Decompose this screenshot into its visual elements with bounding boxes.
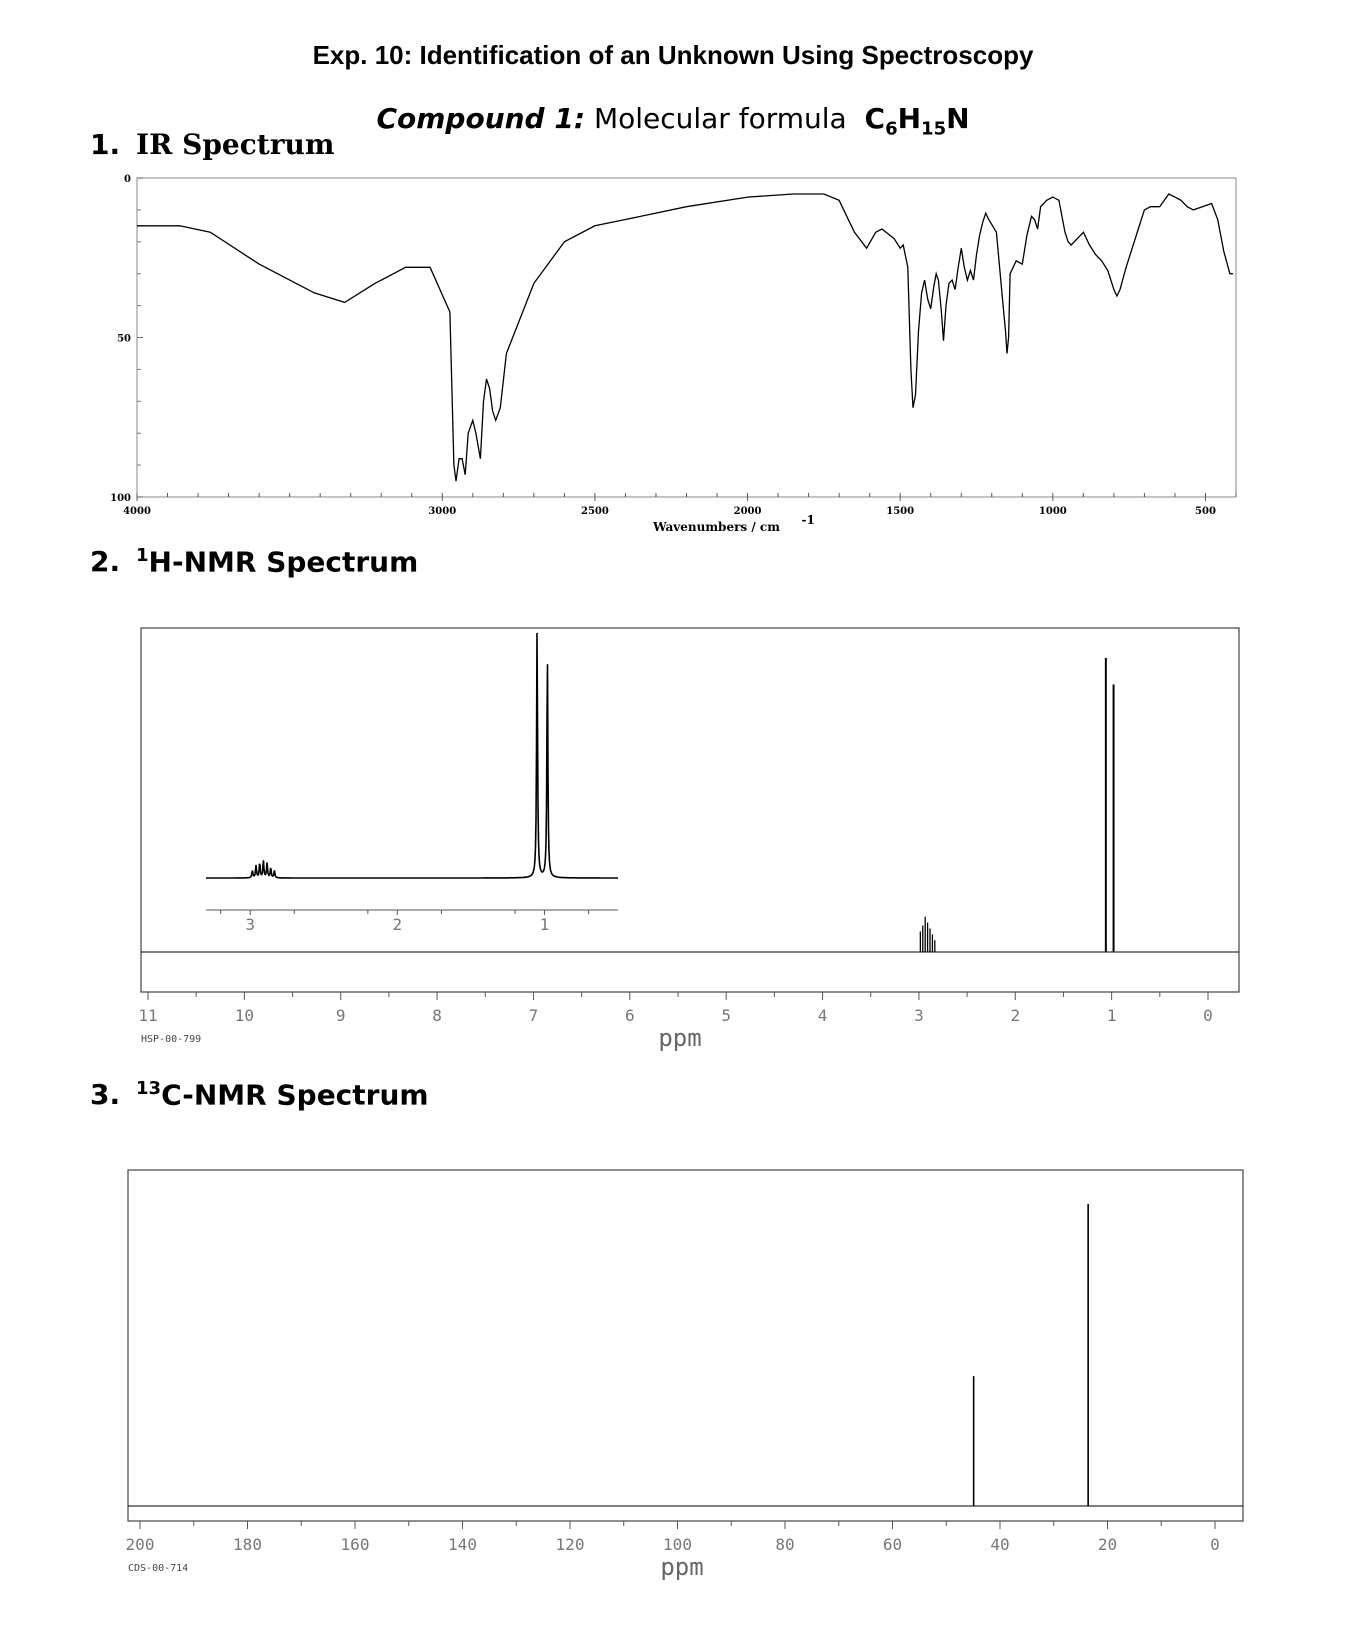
ir-y-tick-label: 50 — [117, 333, 131, 345]
hnmr-x-tick-label: 2 — [1010, 1006, 1021, 1025]
hnmr-x-tick-label: 5 — [721, 1006, 732, 1025]
compound-label: Compound 1: — [376, 102, 586, 135]
hnmr-inset-tick-label: 2 — [392, 915, 403, 934]
ir-spectrum-trace — [137, 194, 1233, 481]
cnmr-x-tick-label: 40 — [990, 1535, 1010, 1554]
cnmr-x-tick-label: 80 — [775, 1535, 795, 1554]
cnmr-x-tick-label: 20 — [1097, 1535, 1118, 1554]
cnmr-plot-frame — [128, 1170, 1243, 1521]
ir-spectrum-chart — [0, 160, 1346, 560]
cnmr-x-tick-label: 60 — [882, 1535, 903, 1554]
ir-x-tick-label: 3000 — [428, 506, 457, 517]
hnmr-x-tick-label: 3 — [914, 1006, 924, 1025]
hnmr-x-tick-label: 8 — [432, 1006, 442, 1025]
cnmr-x-tick-label: 0 — [1210, 1535, 1220, 1554]
hnmr-x-tick-label: 1 — [1106, 1006, 1117, 1025]
hnmr-x-tick-label: 7 — [528, 1006, 539, 1025]
cnmr-spectrum-chart — [0, 1140, 1346, 1640]
ir-x-axis-label-sup: -1 — [801, 513, 815, 527]
hnmr-section-heading: 2. $^1$H-NMR Spectrum — [90, 545, 419, 579]
cnmr-x-tick-label: 140 — [448, 1535, 477, 1554]
ir-x-tick-label: 500 — [1195, 506, 1216, 517]
hnmr-x-tick-label: 9 — [335, 1006, 346, 1025]
ir-y-tick-label: 0 — [124, 174, 131, 185]
hnmr-x-tick-label: 11 — [138, 1006, 158, 1025]
cnmr-spectrum-code: CDS-00-714 — [128, 1563, 189, 1574]
hnmr-x-tick-label: 0 — [1203, 1006, 1213, 1025]
ir-section-heading: 1. IR Spectrum — [90, 128, 335, 161]
cnmr-x-tick-label: 120 — [555, 1535, 585, 1554]
formula-prefix: Molecular formula — [593, 102, 847, 135]
cnmr-x-tick-label: 180 — [233, 1535, 262, 1554]
hnmr-inset-trace — [206, 633, 618, 878]
ir-x-tick-label: 2500 — [580, 506, 609, 517]
cnmr-x-axis-label: ppm — [660, 1553, 704, 1581]
ir-x-tick-label: 1000 — [1038, 506, 1067, 517]
ir-plot-frame — [137, 178, 1236, 497]
hnmr-inset-tick-label: 1 — [539, 915, 550, 934]
hnmr-inset-tick-label: 3 — [245, 915, 255, 934]
hnmr-spectrum-code: HSP-00-799 — [141, 1034, 202, 1045]
cnmr-x-tick-label: 200 — [125, 1535, 155, 1554]
ir-x-tick-label: 2000 — [733, 506, 762, 517]
ir-x-axis-label: Wavenumbers / cm — [653, 520, 780, 534]
ir-x-tick-label: 1500 — [886, 506, 915, 517]
cnmr-x-tick-label: 100 — [663, 1535, 692, 1554]
cnmr-section-heading: 3. $^{13}$C-NMR Spectrum — [90, 1078, 429, 1112]
ir-x-tick-label: 4000 — [123, 506, 151, 517]
hnmr-x-tick-label: 6 — [624, 1006, 635, 1025]
hnmr-x-tick-label: 10 — [234, 1006, 254, 1025]
page-title: Exp. 10: Identification of an Unknown Using Spectroscopy — [312, 40, 1034, 70]
hnmr-spectrum-chart — [0, 600, 1346, 1080]
hnmr-plot-frame — [141, 628, 1239, 992]
ir-y-tick-label: 100 — [110, 493, 131, 504]
molecular-formula: $C_6H_{15}N$ — [864, 102, 970, 140]
hnmr-x-tick-label: 4 — [817, 1006, 828, 1025]
cnmr-x-tick-label: 160 — [340, 1535, 370, 1554]
hnmr-x-axis-label: ppm — [658, 1024, 702, 1052]
